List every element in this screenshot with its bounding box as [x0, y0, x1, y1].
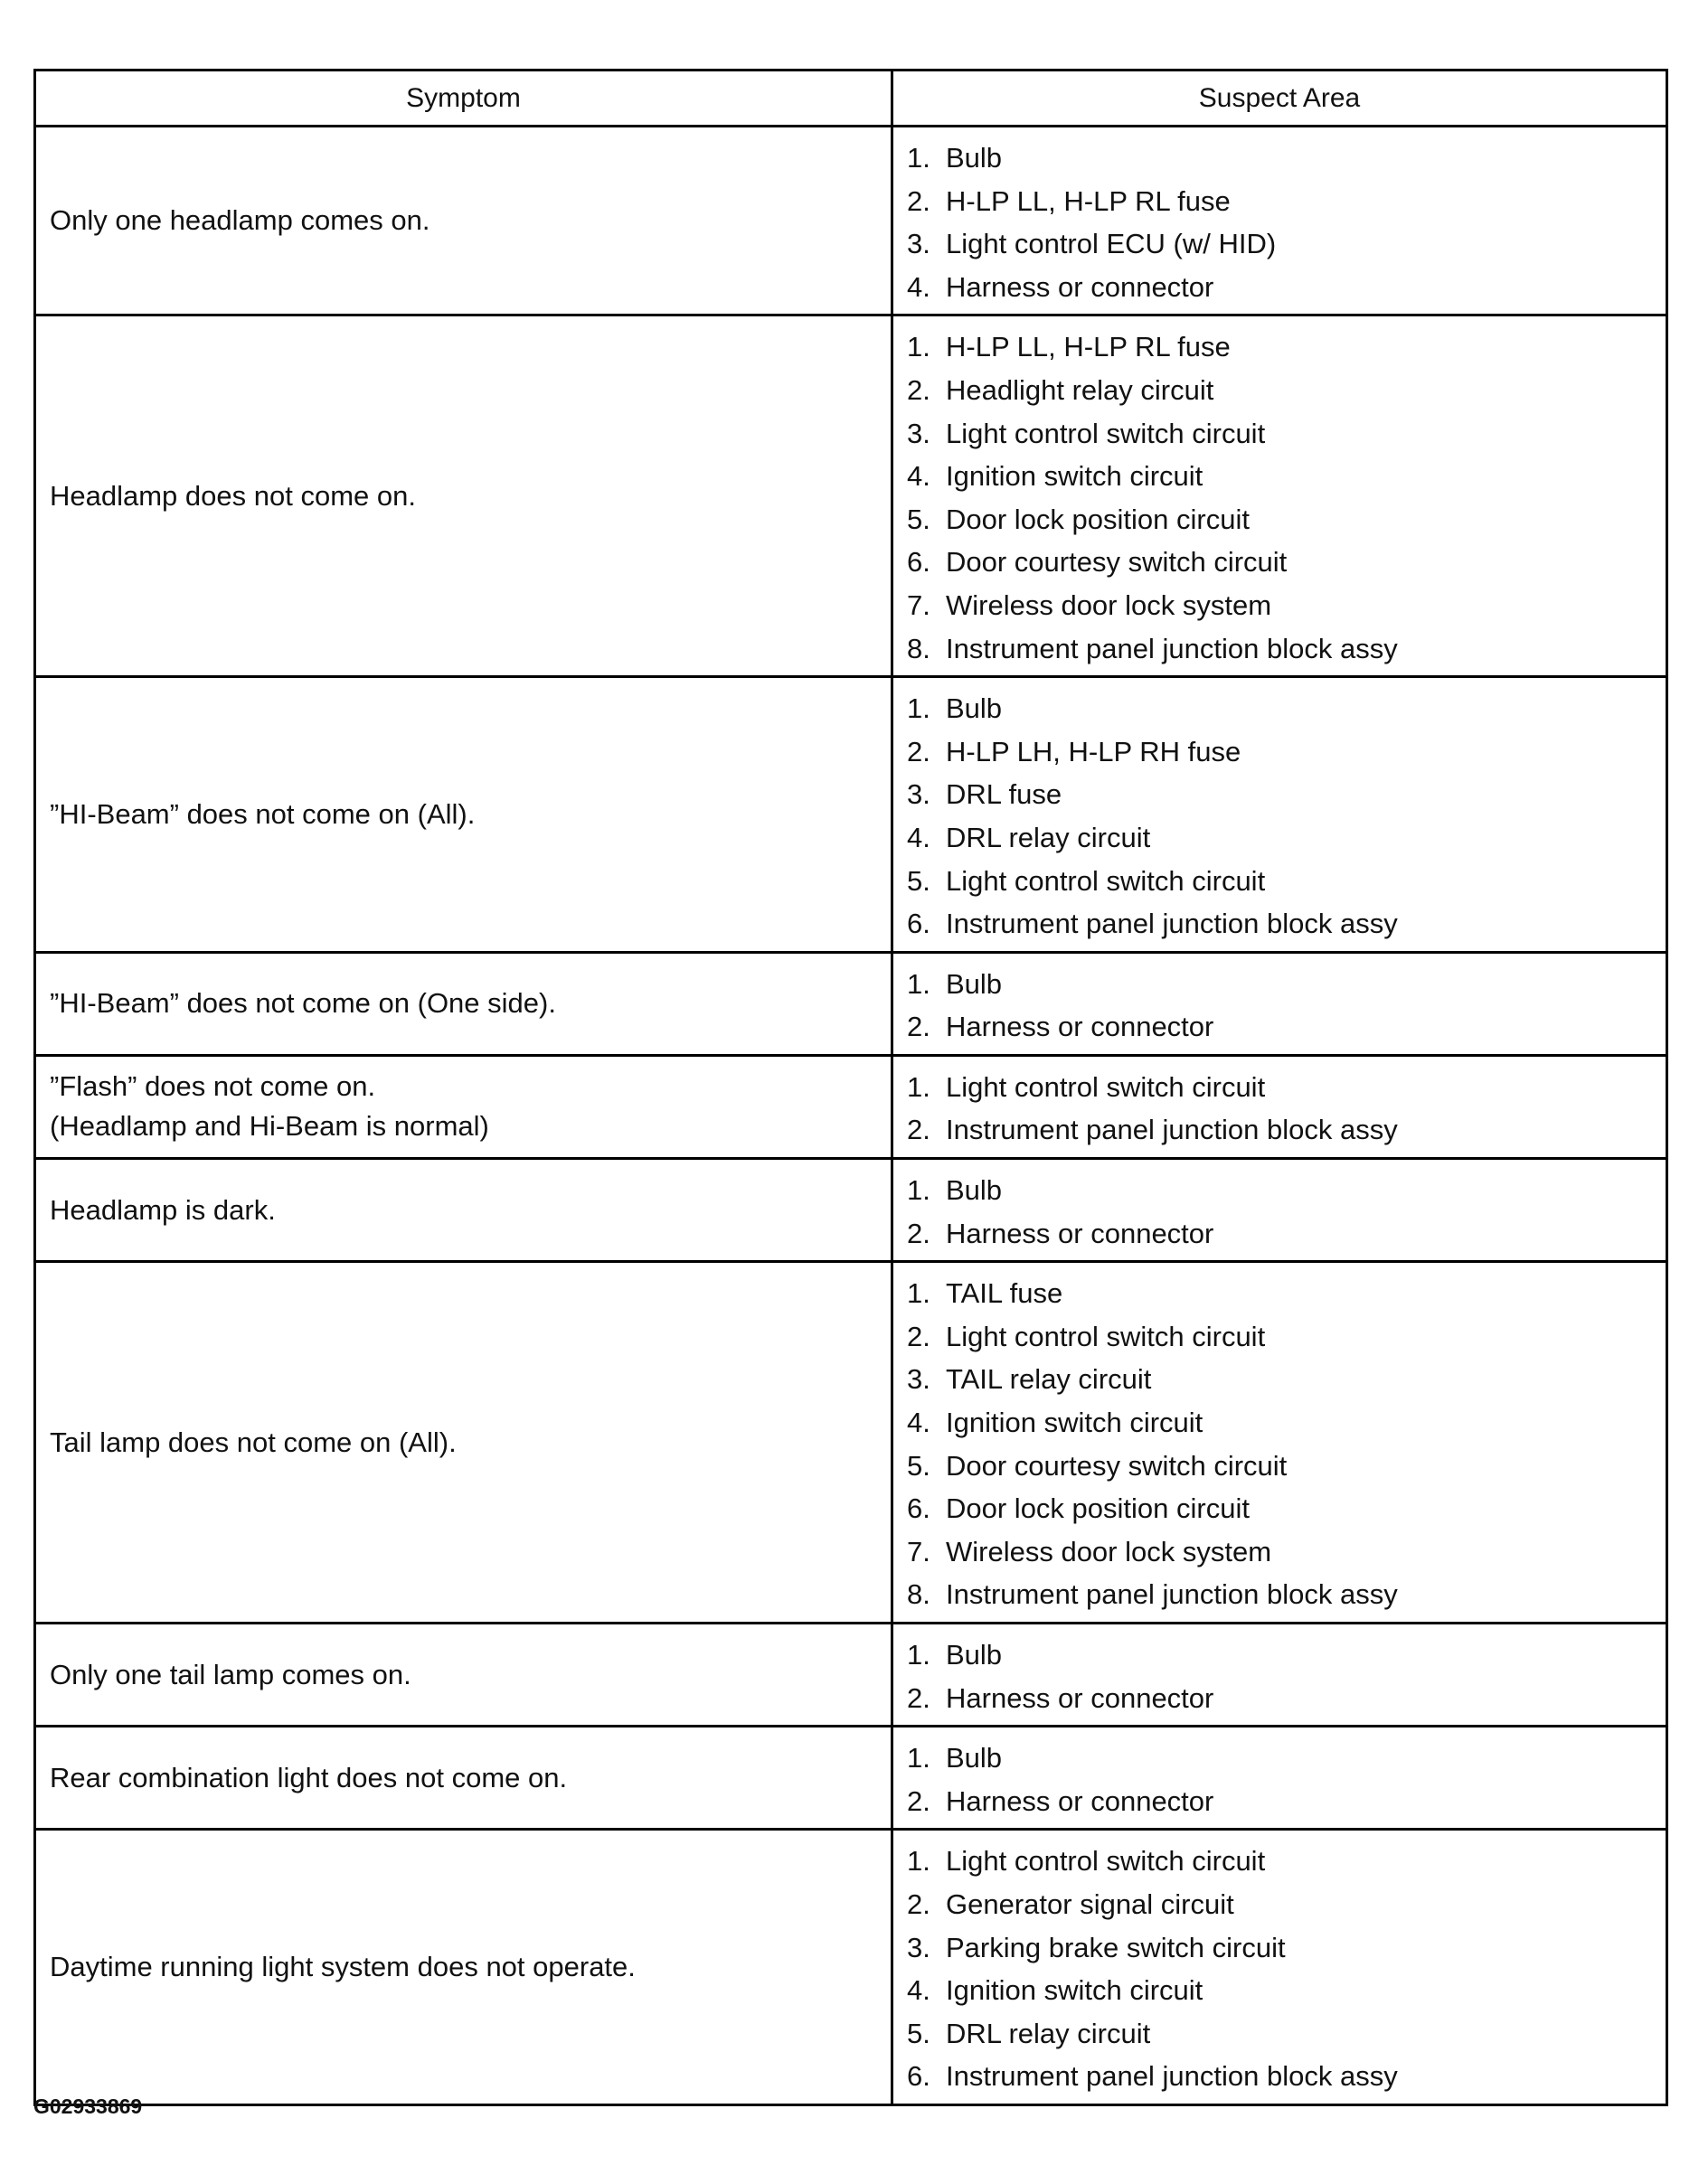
list-item-number: 6.	[907, 1492, 930, 1525]
symptom-table	[33, 69, 1668, 2106]
list-item-number: 6.	[907, 908, 930, 940]
list-item	[907, 860, 1666, 903]
list-item	[907, 1445, 1666, 1488]
symptom-text: (Headlamp and Hi-Beam is normal)	[50, 1110, 489, 1143]
list-item	[907, 180, 1666, 223]
list-item-text: H-LP LL, H-LP RL fuse	[946, 184, 1231, 217]
table-row	[35, 1262, 1667, 1624]
list-item-number: 2.	[907, 1011, 930, 1043]
symptom-text: Rear combination light does not come on.	[50, 1761, 568, 1793]
symptom-cell	[35, 1159, 892, 1262]
list-item	[907, 584, 1666, 627]
symptom-cell	[35, 1830, 892, 2105]
symptom-cell	[35, 127, 892, 315]
list-item-text: TAIL fuse	[946, 1277, 1063, 1310]
list-item-number: 5.	[907, 2017, 930, 2049]
list-item	[907, 2012, 1666, 2056]
list-item-number: 4.	[907, 821, 930, 853]
list-item-number: 7.	[907, 588, 930, 621]
list-item	[907, 325, 1666, 369]
symptom-text: ”HI-Beam” does not come on (All).	[50, 797, 476, 830]
suspect-area-list	[907, 1840, 1666, 2098]
suspect-area-list	[907, 1272, 1666, 1616]
list-item-text: Ignition switch circuit	[946, 1974, 1203, 2007]
list-item-text: Harness or connector	[946, 1011, 1214, 1043]
list-item	[907, 541, 1666, 584]
list-item	[907, 627, 1666, 671]
list-item-text: Wireless door lock system	[946, 588, 1272, 621]
table-row	[35, 1624, 1667, 1727]
list-item	[907, 1272, 1666, 1315]
list-item-text: Headlight relay circuit	[946, 373, 1214, 406]
suspect-area-cell	[892, 1624, 1667, 1727]
list-item-text: Ignition switch circuit	[946, 460, 1203, 493]
suspect-area-cell	[892, 677, 1667, 953]
list-item	[907, 1108, 1666, 1152]
list-item-text: Light control switch circuit	[946, 864, 1266, 897]
list-item-number: 1.	[907, 692, 930, 725]
list-item	[907, 222, 1666, 266]
symptom-text: Headlamp is dark.	[50, 1193, 276, 1226]
list-item-text: Wireless door lock system	[946, 1535, 1272, 1567]
list-item-number: 4.	[907, 1407, 930, 1439]
symptom-text: Only one tail lamp comes on.	[50, 1658, 411, 1690]
figure-code: G02933869	[33, 2095, 143, 2118]
suspect-area-column-header: Suspect Area	[892, 71, 1667, 127]
list-item-number: 1.	[907, 331, 930, 363]
table-row	[35, 952, 1667, 1055]
list-item-text: Door courtesy switch circuit	[946, 546, 1288, 579]
suspect-area-cell	[892, 1262, 1667, 1624]
list-item-text: Bulb	[946, 692, 1003, 725]
list-item	[907, 498, 1666, 541]
list-item	[907, 1780, 1666, 1823]
list-item-text: Door courtesy switch circuit	[946, 1449, 1288, 1482]
list-item-number: 2.	[907, 735, 930, 767]
suspect-area-list	[907, 687, 1666, 946]
list-item-text: Bulb	[946, 142, 1003, 174]
list-item-number: 7.	[907, 1535, 930, 1567]
suspect-area-list	[907, 136, 1666, 308]
symptom-text: Tail lamp does not come on (All).	[50, 1426, 457, 1458]
suspect-area-list	[907, 963, 1666, 1049]
list-item	[907, 1005, 1666, 1049]
list-item-text: Harness or connector	[946, 270, 1214, 303]
symptom-cell	[35, 952, 892, 1055]
list-item-text: DRL fuse	[946, 778, 1062, 811]
list-item	[907, 136, 1666, 180]
list-item-number: 4.	[907, 1974, 930, 2007]
list-item-number: 1.	[907, 142, 930, 174]
suspect-area-cell	[892, 952, 1667, 1055]
list-item-number: 3.	[907, 417, 930, 449]
list-item-number: 3.	[907, 1931, 930, 1963]
list-item	[907, 1677, 1666, 1720]
list-item	[907, 1212, 1666, 1256]
list-item-text: DRL relay circuit	[946, 2017, 1151, 2049]
list-item-number: 1.	[907, 1070, 930, 1103]
list-item	[907, 902, 1666, 946]
list-item-text: Bulb	[946, 1174, 1003, 1207]
symptom-cell	[35, 677, 892, 953]
list-item	[907, 412, 1666, 456]
list-item-text: Instrument panel junction block assy	[946, 1578, 1398, 1611]
list-item-number: 4.	[907, 270, 930, 303]
list-item-text: Light control switch circuit	[946, 1320, 1266, 1352]
list-item	[907, 1840, 1666, 1883]
list-item	[907, 1737, 1666, 1780]
list-item	[907, 455, 1666, 498]
list-item-number: 3.	[907, 228, 930, 260]
list-item-number: 2.	[907, 1887, 930, 1920]
list-item-text: H-LP LL, H-LP RL fuse	[946, 331, 1231, 363]
list-item-number: 6.	[907, 2060, 930, 2093]
list-item-number: 2.	[907, 1217, 930, 1249]
list-item	[907, 1573, 1666, 1616]
list-item	[907, 266, 1666, 309]
list-item-number: 4.	[907, 460, 930, 493]
list-item	[907, 730, 1666, 774]
symptom-text: Daytime running light system does not operate.	[50, 1951, 636, 1983]
list-item-text: Light control switch circuit	[946, 1070, 1266, 1103]
table-body	[35, 127, 1667, 2105]
symptom-cell	[35, 315, 892, 677]
list-item	[907, 1487, 1666, 1530]
suspect-area-list	[907, 1066, 1666, 1152]
list-item-number: 2.	[907, 1784, 930, 1817]
table-row	[35, 1159, 1667, 1262]
list-item	[907, 2055, 1666, 2098]
list-item	[907, 816, 1666, 860]
list-item	[907, 1315, 1666, 1359]
list-item-text: Bulb	[946, 1639, 1003, 1671]
symptom-column-header: Symptom	[35, 71, 892, 127]
suspect-area-list	[907, 1633, 1666, 1719]
symptom-text: Headlamp does not come on.	[50, 479, 416, 512]
list-item-text: Harness or connector	[946, 1784, 1214, 1817]
list-item-text: Instrument panel junction block assy	[946, 2060, 1398, 2093]
list-item-number: 5.	[907, 503, 930, 535]
list-item	[907, 369, 1666, 412]
list-item-text: Bulb	[946, 1742, 1003, 1774]
list-item-text: TAIL relay circuit	[946, 1363, 1152, 1396]
list-item-number: 8.	[907, 1578, 930, 1611]
table-row	[35, 1055, 1667, 1158]
list-item	[907, 1530, 1666, 1574]
suspect-area-list	[907, 325, 1666, 670]
list-item-number: 2.	[907, 184, 930, 217]
list-item	[907, 1883, 1666, 1926]
suspect-area-cell	[892, 1159, 1667, 1262]
list-item-text: Bulb	[946, 967, 1003, 1000]
suspect-area-list	[907, 1169, 1666, 1255]
symptom-text: ”Flash” does not come on.	[50, 1070, 376, 1103]
list-item-text: Generator signal circuit	[946, 1887, 1234, 1920]
symptom-text: ”HI-Beam” does not come on (One side).	[50, 987, 556, 1020]
list-item-number: 1.	[907, 1845, 930, 1878]
list-item	[907, 1358, 1666, 1401]
list-item	[907, 1066, 1666, 1109]
list-item-number: 2.	[907, 1320, 930, 1352]
symptom-cell	[35, 1262, 892, 1624]
list-item-number: 3.	[907, 1363, 930, 1396]
list-item-text: H-LP LH, H-LP RH fuse	[946, 735, 1241, 767]
table-row	[35, 1830, 1667, 2105]
list-item-number: 1.	[907, 1742, 930, 1774]
list-item-text: Door lock position circuit	[946, 1492, 1250, 1525]
table-header-row	[35, 71, 1667, 127]
list-item-number: 5.	[907, 864, 930, 897]
list-item-text: Light control ECU (w/ HID)	[946, 228, 1277, 260]
list-item-number: 2.	[907, 1681, 930, 1714]
symptom-cell	[35, 1055, 892, 1158]
list-item-number: 8.	[907, 632, 930, 664]
list-item-number: 3.	[907, 778, 930, 811]
list-item-number: 6.	[907, 546, 930, 579]
list-item-number: 1.	[907, 1639, 930, 1671]
list-item	[907, 1169, 1666, 1212]
table-row	[35, 1727, 1667, 1830]
symptom-cell	[35, 1624, 892, 1727]
list-item-text: Harness or connector	[946, 1681, 1214, 1714]
suspect-area-cell	[892, 315, 1667, 677]
list-item-number: 1.	[907, 1174, 930, 1207]
list-item-text: Instrument panel junction block assy	[946, 1114, 1398, 1146]
list-item-number: 2.	[907, 373, 930, 406]
list-item-text: Ignition switch circuit	[946, 1407, 1203, 1439]
list-item	[907, 1633, 1666, 1677]
list-item-text: Parking brake switch circuit	[946, 1931, 1286, 1963]
list-item-number: 1.	[907, 967, 930, 1000]
suspect-area-list	[907, 1737, 1666, 1822]
suspect-area-cell	[892, 127, 1667, 315]
list-item	[907, 1926, 1666, 1970]
table-row	[35, 127, 1667, 315]
list-item-text: Harness or connector	[946, 1217, 1214, 1249]
symptom-text: Only one headlamp comes on.	[50, 204, 430, 237]
list-item	[907, 1401, 1666, 1445]
list-item-text: Light control switch circuit	[946, 1845, 1266, 1878]
suspect-area-cell	[892, 1830, 1667, 2105]
table-row	[35, 315, 1667, 677]
list-item	[907, 963, 1666, 1006]
list-item	[907, 687, 1666, 730]
list-item-number: 2.	[907, 1114, 930, 1146]
list-item-text: Instrument panel junction block assy	[946, 632, 1398, 664]
suspect-area-cell	[892, 1055, 1667, 1158]
list-item-text: DRL relay circuit	[946, 821, 1151, 853]
list-item-text: Light control switch circuit	[946, 417, 1266, 449]
list-item-number: 5.	[907, 1449, 930, 1482]
list-item-text: Door lock position circuit	[946, 503, 1250, 535]
list-item-text: Instrument panel junction block assy	[946, 908, 1398, 940]
list-item	[907, 773, 1666, 816]
list-item	[907, 1969, 1666, 2012]
list-item-number: 1.	[907, 1277, 930, 1310]
table-row	[35, 677, 1667, 953]
suspect-area-cell	[892, 1727, 1667, 1830]
symptom-cell	[35, 1727, 892, 1830]
